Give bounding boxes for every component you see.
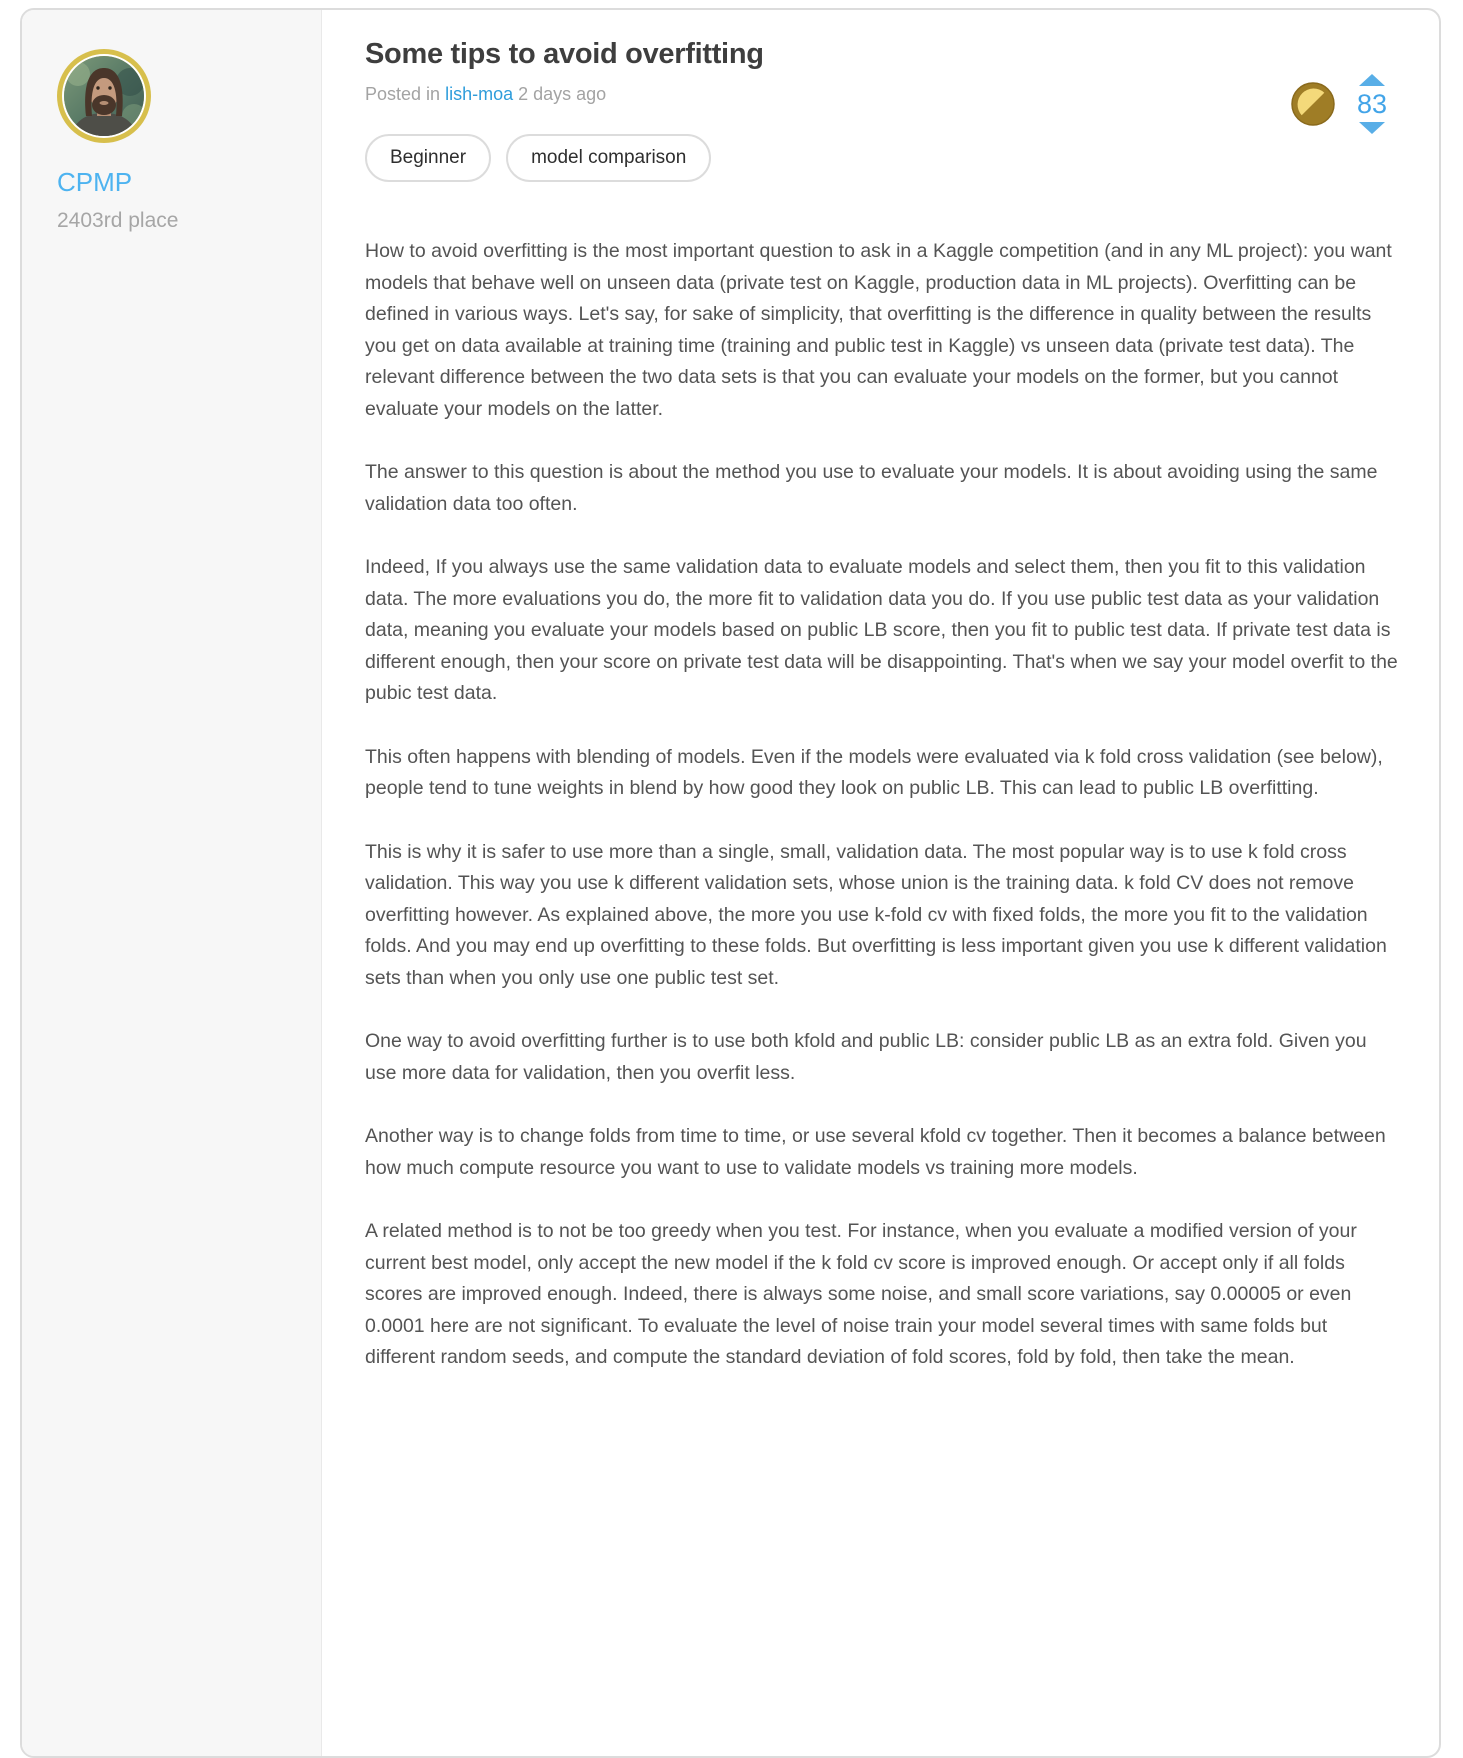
posted-time: 2 days ago xyxy=(518,84,607,104)
downvote-button[interactable] xyxy=(1359,122,1385,134)
author-avatar-photo xyxy=(62,54,146,138)
post-meta xyxy=(365,84,1439,105)
vote-area xyxy=(1291,74,1387,134)
post-card xyxy=(20,8,1441,1758)
vote-count: 83 xyxy=(1356,89,1387,119)
post-paragraph: The answer to this question is about the method you use to evaluate your models. It is about avoiding using the same validation data too often. xyxy=(365,461,1378,515)
post-paragraph: Another way is to change folds from time to time, or use several kfold cv together. Then it becomes a balance between how much compute resource you want to use to validate models vs training more models. xyxy=(365,1125,1386,1179)
tag-beginner[interactable]: Beginner xyxy=(365,134,491,182)
post-title: Some tips to avoid overfitting xyxy=(365,38,764,70)
upvote-button[interactable] xyxy=(1359,74,1385,86)
post-main xyxy=(322,10,1439,1756)
post-paragraph: A related method is to not be too greedy when you test. For instance, when you evaluate a modified version of your current best model, only accept the new model if the k fold cv score is improved enough. Or accept only if all folds scores are improved enough. Indeed, there is always some noise, and small score variations, say 0.00005 or even 0.0001 here are not significant. To evaluate the level of noise train your model several times with same folds but different random seeds, and compute the standard deviation of fold scores, fold by fold, then take the mean. xyxy=(365,1220,1357,1368)
avatar-portrait-illustration xyxy=(64,56,144,136)
author-sidebar xyxy=(22,10,322,1756)
post-paragraph: Indeed, If you always use the same validation data to evaluate models and select them, then you fit to this validation data. The more evaluations you do, the more fit to validation data you do. If you use public test data as your validation data, meaning you evaluate your models based on public LB score, then you fit to public test data. If private test data is different enough, then your score on private test data will be disappointing. That's when we say your model overfit to the pubic test data. xyxy=(365,556,1398,704)
gold-medal-icon xyxy=(1291,82,1335,126)
post-paragraph: This often happens with blending of models. Even if the models were evaluated via k fold cross validation (see below), people tend to tune weights in blend by how good they look on public LB. This can lead to public LB overfitting. xyxy=(365,745,1383,799)
post-body xyxy=(365,236,1399,1374)
author-rank: 2403rd place xyxy=(57,209,179,232)
author-username-link[interactable]: CPMP xyxy=(57,167,133,197)
tag-model-comparison[interactable]: model comparison xyxy=(506,134,711,182)
post-paragraph: One way to avoid overfitting further is to use both kfold and public LB: consider public LB as an extra fold. Given you use more data for validation, then you overfit less. xyxy=(365,1030,1367,1084)
post-paragraph: This is why it is safer to use more than a single, small, validation data. The most popular way is to use k fold cross validation. This way you use k different validation sets, whose union is the training data. k fold CV does not remove overfitting however. As explained above, the more you use k-fold cv with fixed folds, the more you fit to the validation folds. And you may end up overfitting to these folds. But overfitting is less important given you use k different validation sets than when you only use one public test set. xyxy=(365,840,1387,989)
posted-prefix: Posted in xyxy=(365,84,441,104)
post-paragraph: How to avoid overfitting is the most important question to ask in a Kaggle competition (and in any ML project): you want models that behave well on unseen data (private test on Kaggle, production data in ML projects). Overfitting can be defined in various ways. Let's say, for sake of simplicity, that overfitting is the difference in quality between the results you get on data available at training time (training and public test in Kaggle) vs unseen data (private test data). The relevant difference between the two data sets is that you can evaluate your models on the former, but you cannot evaluate your models on the latter. xyxy=(365,240,1392,420)
author-avatar[interactable] xyxy=(57,49,151,143)
vote-controls xyxy=(1357,74,1387,134)
forum-link[interactable]: lish-moa xyxy=(445,84,514,104)
tag-list xyxy=(365,134,1439,182)
